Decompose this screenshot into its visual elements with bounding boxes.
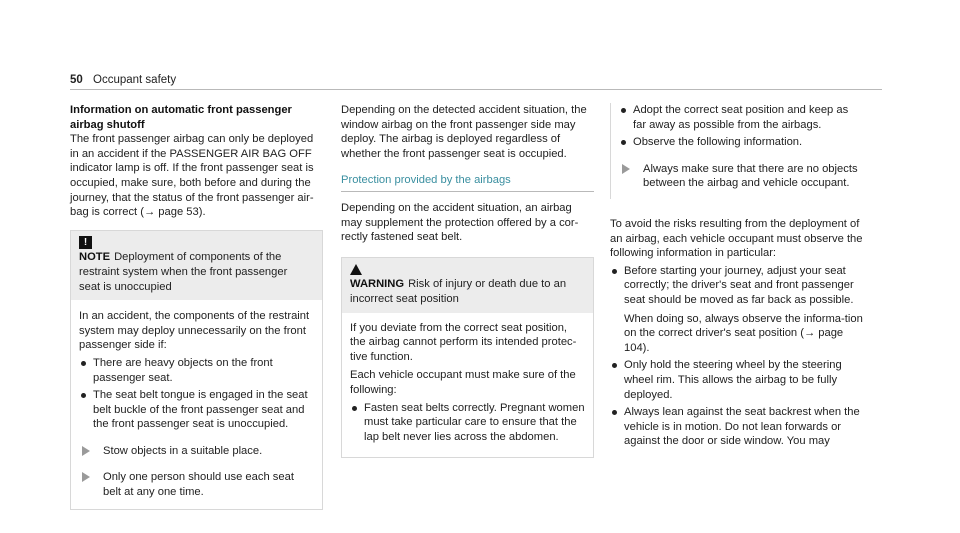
list-item: Fasten seat belts correctly. Pregnant women must take particular care to ensure that the lap belt never lies across the abdomen. [350,401,585,445]
warning-tag: WARNING [350,278,405,291]
warning-bullets [350,401,585,445]
note-bullets [79,356,314,432]
note-box [70,230,323,510]
intro-paragraph: The front passenger airbag can only be deployed in an accident if the PASSENGER AIR BAG OFF indicator lamp is off. If the front passenger seat is occupied, make sure, both before and during the journey, that the status of the front passenger air-bag is correct (→ page 53). [70,133,314,219]
note-title: Deployment of components of the restraint system when the front passenger seat is unoccupied [79,251,288,293]
list-item: There are heavy objects on the front passenger seat. [79,356,314,385]
column-3 [610,103,863,199]
list-item: Before starting your journey, adjust your seat correctly; the driver's seat and front passenger seat should be moved as far back as possible. When doing so, always observe the informa-tion on the correct driver's seat position (→ page 104). [610,264,863,356]
exclamation-icon: ! [79,236,92,249]
window-airbag-paragraph: Depending on the detected accident situation, the window airbag on the front passenger side may deploy. The airbag is deployed regardless of whether the front passenger seat is occupied. [341,104,587,160]
continuation-bullets [619,103,863,150]
warning-paragraph: If you deviate from the correct seat position, the airbag cannot perform its intended protec-tive function. [350,321,577,363]
subheading: Protection provided by the airbags [341,173,594,192]
arrow-right-icon [622,164,630,174]
note-intro: In an accident, the components of the restraint system may deploy unnecessarily on the front passenger side if: [79,310,310,352]
list-item: Adopt the correct seat position and keep as far away as possible from the airbags. [619,103,863,132]
protection-paragraph: Depending on the accident situation, an airbag may supplement the protection offered by a cor-rectly fastened seat belt. [341,201,579,244]
list-item: Always lean against the seat backrest when the vehicle is in motion. Do not lean forwards or against the door or side window. You may [610,405,863,449]
section-heading: Information on automatic front passenger airbag shutoff [70,104,292,131]
note-header [71,231,322,300]
step-text: Stow objects in a suitable place. [103,444,263,457]
action-step [79,444,314,459]
action-step [79,470,314,499]
note-body [71,300,322,509]
avoid-risks-paragraph: To avoid the risks resulting from the deployment of an airbag, each vehicle occupant must observe the following information in particular: [610,218,863,260]
avoid-risks-bullets [610,264,863,449]
column-1 [70,103,323,510]
note-tag: NOTE [79,251,111,264]
warning-paragraph: Each vehicle occupant must make sure of the following: [350,369,576,396]
action-step [619,162,863,191]
warning-box [341,257,594,459]
page-header [70,73,176,88]
arrow-right-icon [82,472,90,482]
warning-icon [350,264,362,275]
warning-title: Risk of injury or death due to an incorrect seat position [350,278,567,305]
header-divider [70,89,882,90]
page-number: 50 [70,74,83,86]
warning-continuation [610,103,863,199]
warning-body [342,313,593,458]
column-4 [610,217,863,452]
list-item: Observe the following information. [619,135,863,150]
column-2 [341,103,594,458]
list-item: The seat belt tongue is engaged in the seat belt buckle of the front passenger seat and the front passenger seat is unoccupied. [79,388,314,432]
section-title: Occupant safety [93,74,177,86]
warning-header [342,258,593,313]
step-text: Always make sure that there are no objects between the airbag and vehicle occupant. [643,162,858,190]
step-text: Only one person should use each seat belt at any one time. [103,471,294,499]
arrow-right-icon [82,446,90,456]
list-item: Only hold the steering wheel by the steering wheel rim. This allows the airbag to be fully deployed. [610,358,863,402]
